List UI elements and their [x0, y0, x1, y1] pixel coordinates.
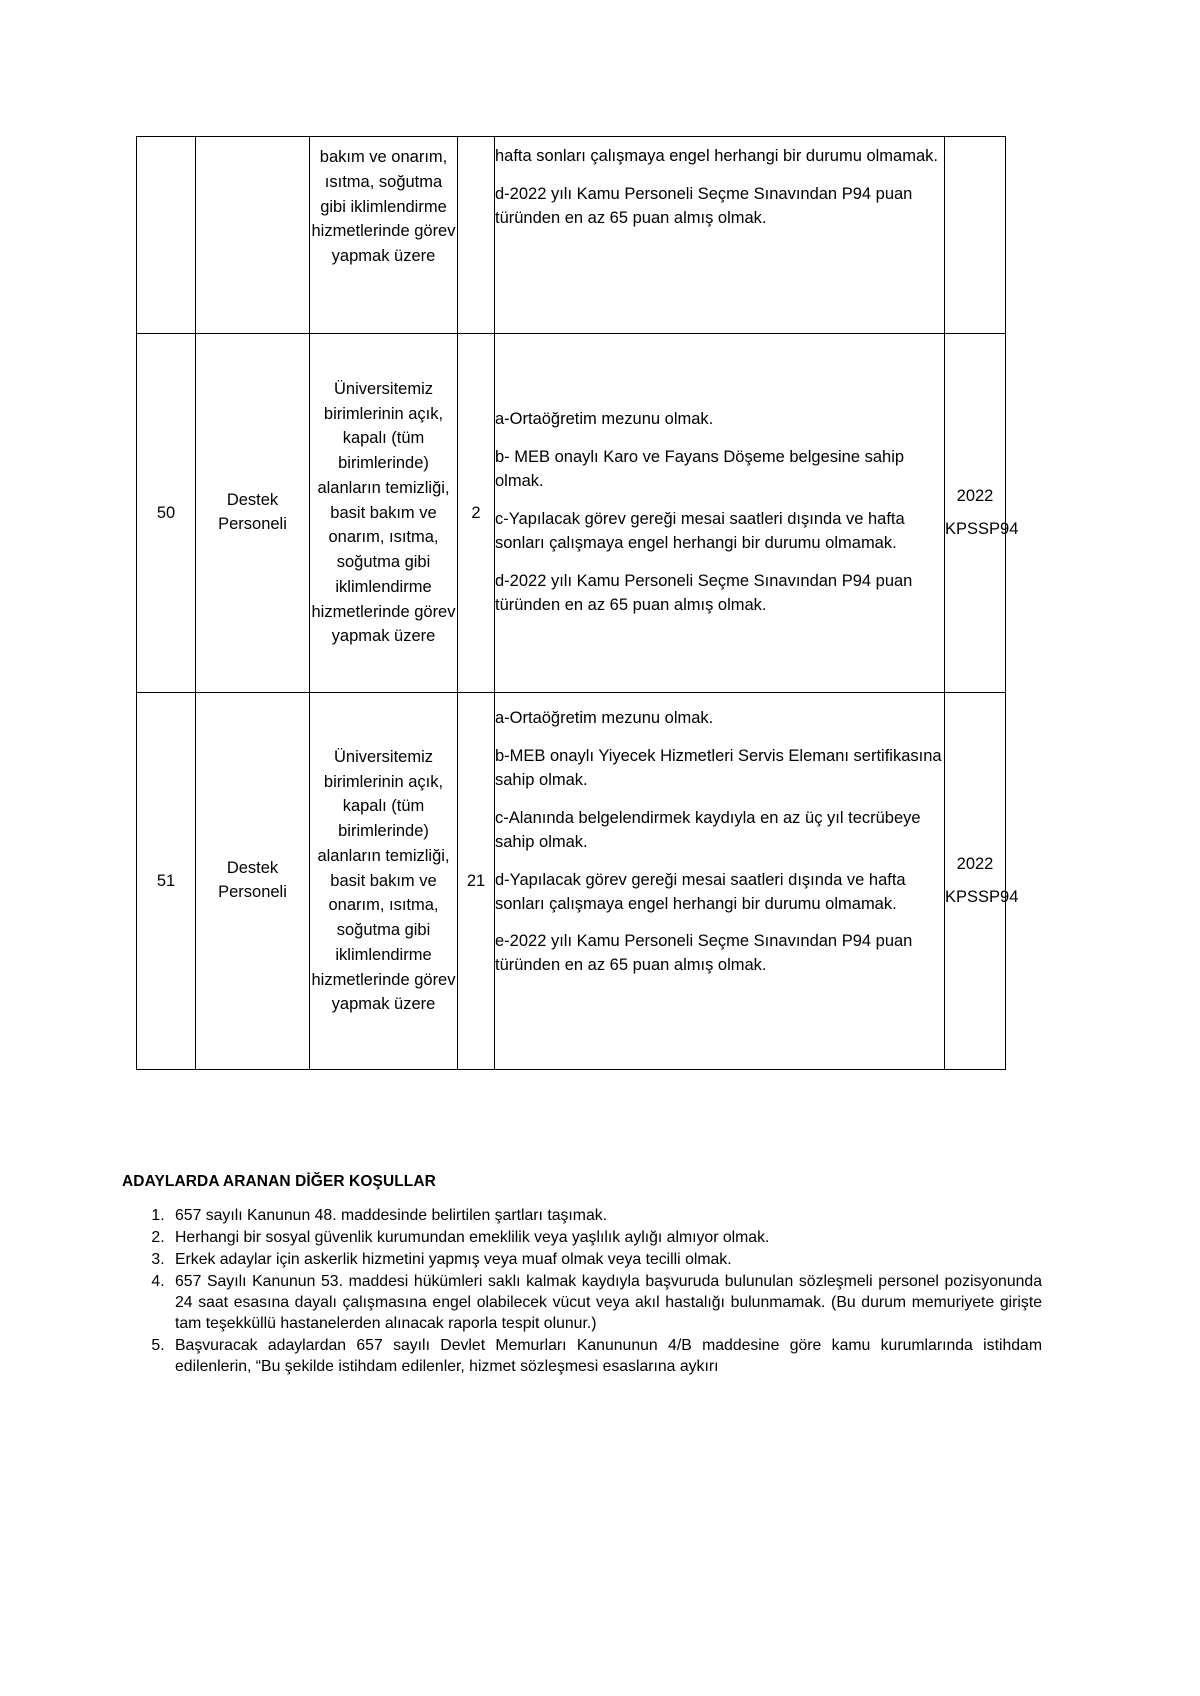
list-item — [169, 1249, 1042, 1270]
row-kpss-cell — [945, 334, 1019, 693]
list-item-text: 5. Başvuracak adaylardan 657 sayılı Devlet Memurları Kanununun 4/B maddesine göre kamu kurumlarında istihdam edilenlerin, “Bu şekilde istihdam edilenler, hizmet sözleşmesi esaslarına aykırı — [175, 1337, 1042, 1375]
row-title-cell: Destek Personeli — [196, 693, 310, 1070]
row-count-cell: 2 — [458, 334, 495, 693]
condition-line: d-2022 yılı Kamu Personeli Seçme Sınavından P94 puan türünden en az 65 puan almış olmak. — [495, 571, 913, 614]
job-positions-table-wrapper — [136, 136, 1019, 1070]
list-item — [169, 1227, 1042, 1248]
condition-line: e-2022 yılı Kamu Personeli Seçme Sınavından P94 puan türünden en az 65 puan almış olmak. — [495, 932, 913, 975]
row-conditions-cell — [495, 137, 945, 334]
kpss-year: 2022 — [956, 487, 994, 505]
row-description-cell: Üniversitemiz birimlerinin açık, kapalı (tüm birimlerinde) alanların temizliği, basit bakım ve onarım, ısıtma, soğutma gibi iklimlendirme hizmetlerinde görev yapmak üzere — [310, 334, 458, 693]
row-description-cell: Üniversitemiz birimlerinin açık, kapalı (tüm birimlerinde) alanların temizliği, basit bakım ve onarım, ısıtma, soğutma gibi iklimlendirme hizmetlerinde görev yapmak üzere — [310, 693, 458, 1070]
other-conditions-list — [122, 1205, 1042, 1377]
row-number-cell: 51 — [137, 693, 196, 1070]
condition-line: b- MEB onaylı Karo ve Fayans Döşeme belgesine sahip olmak. — [495, 448, 905, 491]
kpss-type: KPSSP94 — [945, 520, 1019, 538]
row-kpss-cell — [945, 137, 1006, 334]
list-item-text: 2. Herhangi bir sosyal güvenlik kurumundan emeklilik veya yaşlılık aylığı almıyor olmak. — [175, 1229, 770, 1246]
job-positions-table — [136, 136, 1019, 1070]
row-number-cell: 50 — [137, 334, 196, 693]
condition-line: d-Yapılacak görev gereği mesai saatleri dışında ve hafta sonları çalışmaya engel herhangi bir durumu olmamak. — [495, 870, 906, 913]
row-conditions-cell — [495, 334, 945, 693]
condition-line: c-Yapılacak görev gereği mesai saatleri dışında ve hafta sonları çalışmaya engel herhangi bir durumu olmamak. — [495, 510, 905, 552]
condition-line: a-Ortaöğretim mezunu olmak. — [495, 709, 714, 727]
list-item — [169, 1205, 1042, 1226]
row-title-cell — [196, 137, 310, 334]
row-number-cell — [137, 137, 196, 334]
list-item-text: 4. 657 Sayılı Kanunun 53. maddesi hükümleri saklı kalmak kaydıyla başvuruda bulunulan sözleşmeli personel pozisyonunda 24 saat esasına dayalı çalışmasına engel olabilecek vücut veya akıl hastalığı bulunmamak. (Bu durum memuriyete girişte tam teşekküllü hastanelerden alınacak raporla tespit olunur.) — [175, 1273, 1042, 1332]
table-row — [137, 693, 1006, 1070]
list-item — [169, 1335, 1042, 1377]
row-title-cell: Destek Personeli — [196, 334, 310, 693]
row-conditions-cell — [495, 693, 945, 1070]
condition-line: hafta sonları çalışmaya engel herhangi bir durumu olmamak. — [495, 147, 938, 165]
table-row — [137, 334, 1006, 693]
condition-line: b-MEB onaylı Yiyecek Hizmetleri Servis Elemanı sertifikasına sahip olmak. — [495, 746, 942, 789]
other-conditions-section — [122, 1173, 1042, 1378]
kpss-type: KPSSP94 — [945, 888, 1019, 906]
row-description-cell: bakım ve onarım, ısıtma, soğutma gibi iklimlendirme hizmetlerinde görev yapmak üzere — [310, 137, 458, 334]
table-row — [137, 137, 1006, 334]
list-item-text: 1. 657 sayılı Kanunun 48. maddesinde belirtilen şartları taşımak. — [175, 1207, 608, 1224]
list-item-text: 3. Erkek adaylar için askerlik hizmetini yapmış veya muaf olmak veya tecilli olmak. — [175, 1251, 732, 1268]
condition-line: c-Alanında belgelendirmek kaydıyla en az üç yıl tecrübeye sahip olmak. — [495, 808, 921, 851]
list-item — [169, 1271, 1042, 1334]
kpss-year: 2022 — [956, 855, 994, 873]
row-count-cell: 21 — [458, 693, 495, 1070]
condition-line: d-2022 yılı Kamu Personeli Seçme Sınavından P94 puan türünden en az 65 puan almış olmak. — [495, 184, 913, 227]
row-kpss-cell — [945, 693, 1019, 1070]
section-heading: ADAYLARDA ARANAN DİĞER KOŞULLAR — [122, 1173, 436, 1190]
condition-line: a-Ortaöğretim mezunu olmak. — [495, 410, 714, 429]
row-count-cell — [458, 137, 495, 334]
